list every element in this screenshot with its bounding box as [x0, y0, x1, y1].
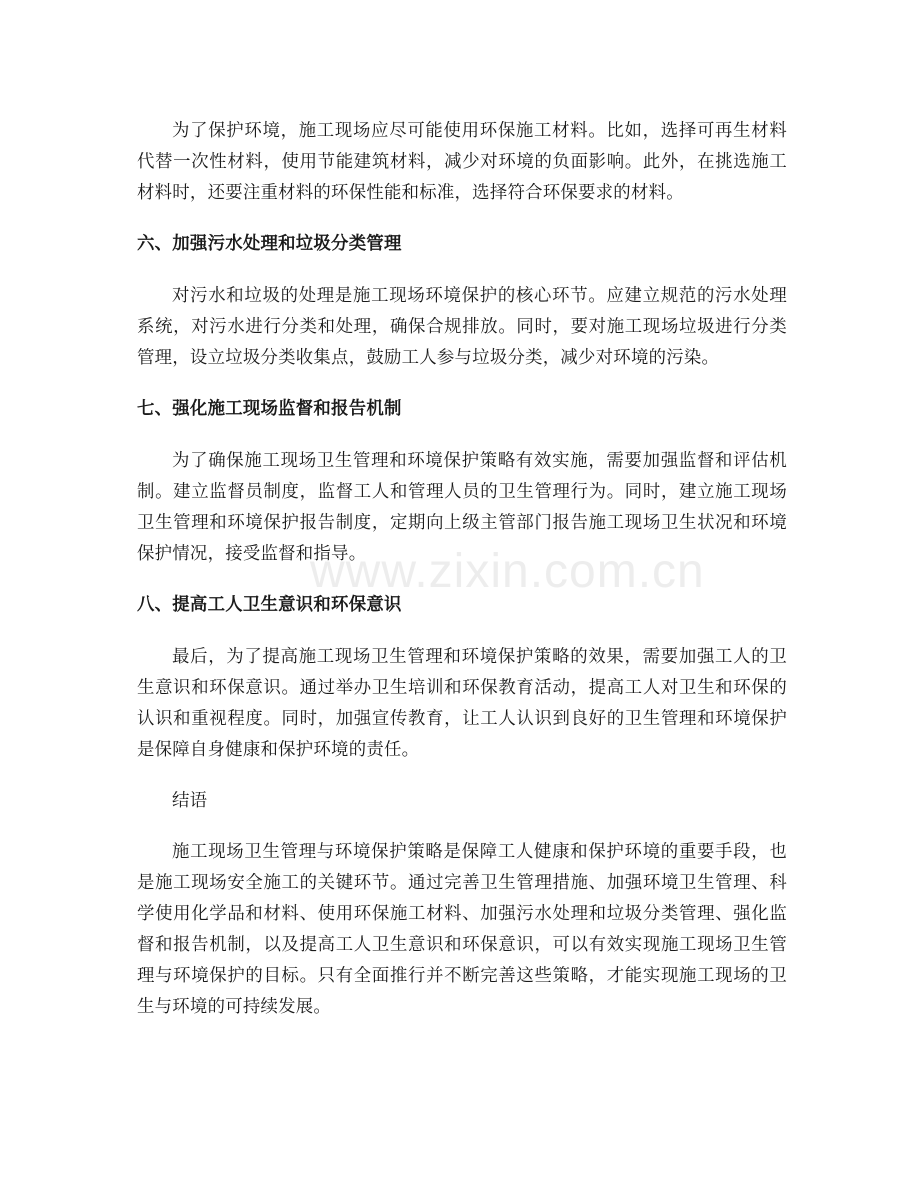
watermark: www.zixin.com.cn — [310, 545, 705, 598]
paragraph-supervision: 为了确保施工现场卫生管理和环境保护策略有效实施，需要加强监督和评估机制。建立监督员制度，监督工人和管理人员的卫生管理行为。同时，建立施工现场卫生管理和环境保护报告制度，定期向上级主管部门报告施工现场卫生状况和环境保护情况，接受监督和指导。 — [137, 451, 787, 564]
heading-section-8: 八、提高工人卫生意识和环保意识 — [137, 595, 402, 615]
paragraph-worker-awareness: 最后，为了提高施工现场卫生管理和环境保护策略的效果，需要加强工人的卫生意识和环保意识。通过举办卫生培训和环保教育活动，提高工人对卫生和环保的认识和重视程度。同时，加强宣传教育，让工人认识到良好的卫生管理和环境保护是保障自身健康和保护环境的责任。 — [137, 647, 787, 760]
paragraph-eco-materials: 为了保护环境，施工现场应尽可能使用环保施工材料。比如，选择可再生材料代替一次性材料，使用节能建筑材料，减少对环境的负面影响。此外，在挑选施工材料时，还要注重材料的环保性能和标准，选择符合环保要求的材料。 — [137, 121, 787, 203]
paragraph-sewage-waste: 对污水和垃圾的处理是施工现场环境保护的核心环节。应建立规范的污水处理系统，对污水进行分类和处理，确保合规排放。同时，要对施工现场垃圾进行分类管理，设立垃圾分类收集点，鼓励工人参与垃圾分类，减少对环境的污染。 — [137, 286, 787, 368]
conclusion-label: 结语 — [172, 791, 208, 811]
paragraph-conclusion: 施工现场卫生管理与环境保护策略是保障工人健康和保护环境的重要手段，也是施工现场安全施工的关键环节。通过完善卫生管理措施、加强环境卫生管理、科学使用化学品和材料、使用环保施工材料、加强污水处理和垃圾分类管理、强化监督和报告机制，以及提高工人卫生意识和环保意识，可以有效实现施工现场卫生管理与环境保护的目标。只有全面推行并不断完善这些策略，才能实现施工现场的卫生与环境的可持续发展。 — [137, 842, 787, 1017]
heading-section-6: 六、加强污水处理和垃圾分类管理 — [137, 234, 402, 254]
heading-section-7: 七、强化施工现场监督和报告机制 — [137, 399, 402, 419]
